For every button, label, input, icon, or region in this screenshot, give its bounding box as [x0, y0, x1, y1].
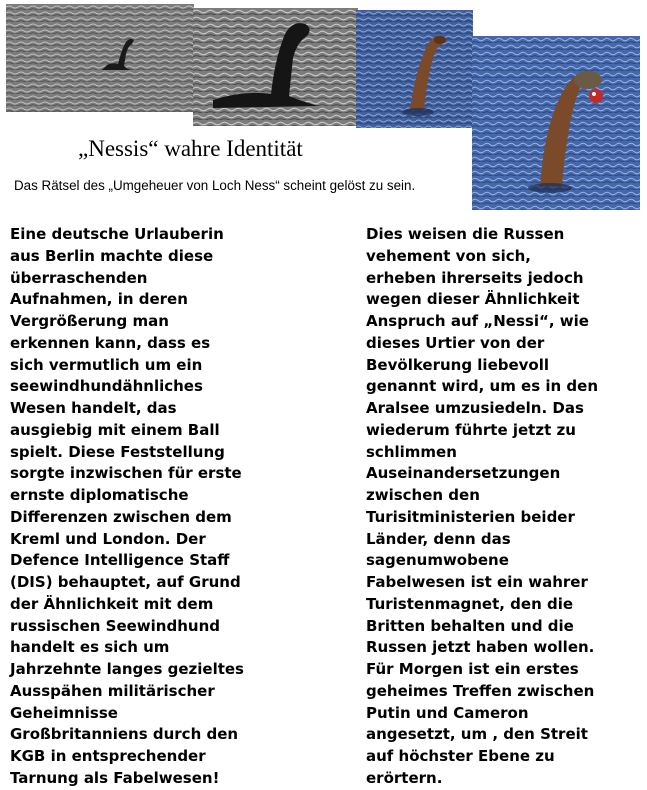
article-line: Vergrößerung man: [10, 312, 169, 330]
article-line: Länder, denn das: [366, 529, 511, 548]
article-line: aus Berlin machte diese: [10, 246, 214, 265]
article-line: sorgte inzwischen für erste: [10, 464, 242, 483]
article-line: der Ähnlichkeit mit dem: [10, 594, 214, 613]
article-line: KGB in entsprechender: [10, 747, 206, 765]
article-line: Defence Intelligence Staff: [10, 551, 230, 570]
article-line: Turisitministerien beider: [366, 507, 575, 526]
article-line: Putin und Cameron: [366, 703, 529, 722]
article-line: genannt wird, um es in den: [366, 377, 599, 396]
article-line: Bevölkerung liebevoll: [366, 355, 550, 374]
article-line: Eine deutsche Urlauberin: [10, 225, 224, 243]
article-line: angesetzt, um , den Streit: [366, 725, 588, 744]
article-line: seewindhundähnliches: [10, 377, 203, 396]
article-line: geheimes Treffen zwischen: [366, 681, 595, 700]
article-line: wiederum führte jetzt zu: [366, 420, 576, 439]
article-line: ausgiebig mit einem Ball: [10, 420, 220, 439]
photo-loch-ness-closeup: [193, 8, 358, 126]
article-line: Aufnahmen, in deren: [10, 290, 188, 309]
article-line: zwischen den: [366, 486, 480, 504]
article-line: dieses Urtier von der: [366, 333, 545, 352]
article-line: erheben ihrerseits jedoch: [366, 268, 584, 287]
article-line: sich vermutlich um ein: [10, 355, 203, 374]
article-line: Differenzen zwischen dem: [10, 507, 232, 526]
subheadline: Das Rätsel des „Umgeheuer von Loch Ness“ scheint gelöst zu sein.: [14, 178, 416, 193]
article-line: Jahrzehnte langes gezieltes: [10, 660, 244, 678]
article-line: Für Morgen ist ein erstes: [366, 660, 579, 678]
article-line: wegen dieser Ähnlichkeit: [366, 290, 580, 309]
photo-loch-ness-classic: [6, 4, 194, 112]
article-line: (DIS) behauptet, auf Grund: [10, 573, 241, 591]
article-line: überraschenden: [10, 268, 148, 287]
article-line: erörtern.: [366, 768, 443, 787]
article-line: Ausspähen militärischer: [10, 681, 215, 700]
photo-neck-in-water: [356, 10, 473, 128]
article-line: russischen Seewindhund: [10, 616, 220, 635]
article-line: Tarnung als Fabelwesen!: [10, 768, 220, 787]
article-line: Dies weisen die Russen: [366, 225, 565, 243]
article-line: Großbritanniens durch den: [10, 725, 239, 744]
article-line: sagenumwobene: [366, 551, 509, 570]
article-line: auf höchster Ebene zu: [366, 747, 555, 765]
article-line: Fabelwesen ist ein wahrer: [366, 573, 588, 591]
article-line: schlimmen: [366, 442, 457, 461]
article-line: Russen jetzt haben wollen.: [366, 638, 595, 657]
article-line: vehement von sich,: [366, 246, 531, 265]
article-line: erkennen kann, dass es: [10, 333, 211, 352]
article-line: Aralsee umzusiedeln. Das: [366, 399, 584, 417]
article-line: Anspruch auf „Nessi“, wie: [366, 312, 589, 330]
article-column-right: [366, 224, 598, 790]
article-line: ernste diplomatische: [10, 486, 189, 504]
headline: „Nessis“ wahre Identität: [78, 136, 303, 161]
article-line: spielt. Diese Feststellung: [10, 442, 225, 461]
article-line: Turistenmagnet, den die: [366, 594, 574, 613]
article-line: Auseinandersetzungen: [366, 464, 561, 483]
photo-neck-with-ball: [472, 36, 640, 210]
article-line: handelt es sich um: [10, 638, 170, 657]
article-column-left: [10, 224, 244, 790]
article-line: Britten behalten und die: [366, 616, 574, 635]
article-line: Kreml und London. Der: [10, 529, 206, 548]
article-line: Geheimnisse: [10, 703, 118, 722]
article-line: Wesen handelt, das: [10, 399, 177, 417]
